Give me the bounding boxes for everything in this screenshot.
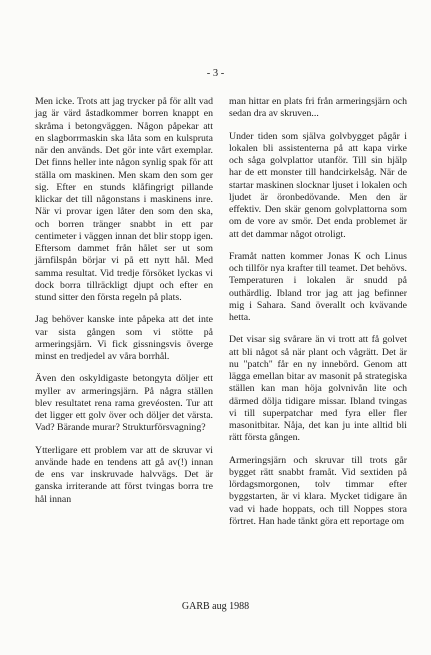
paragraph: Det visar sig svårare än vi trott att få golvet att bli något så när plant och vågrätt. Det är nu "patch" får en ny innebörd. Genom att lägga emellan bitar av masonit på strategiska ställen kan man höja golvnivån lite och därmed dölja tidigare missar. Ibland tvingas vi till superpatchar med fyra eller fler masonitbitar. Nåja, det kan ju inte alltid bli rätt första gången. — [229, 334, 407, 444]
paragraph: Men icke. Trots att jag trycker på för allt vad jag är värd åstadkommer borren knappt en skråma i betongväggen. Någon påpekar att en slagborrmaskin ska låta som en kulspruta när den används. Det gör inte vårt exemplar. Det finns heller inte någon synlig spak för att ställa om maskinen. Men skam den som ger sig. Efter en stunds klåfingrigt pillande klickar det till någonstans i maskinens inre. När vi provar igen låter den som den ska, och borren tränger snabbt in ett par centimeter i väggen innan det blir stopp igen. Eftersom dammet från hålet ser ut som järnfilspån börjar vi på ett nytt hål. Med samma resultat. Vid tredje försöket lyckas vi dock borra tillräckligt djupt och efter en stund sitter den första regeln på plats. — [35, 96, 213, 303]
page-footer: GARB aug 1988 — [181, 601, 250, 612]
paragraph: Armeringsjärn och skruvar till trots går bygget rätt snabbt framåt. Vid sextiden på lördagsmorgonen, tolv timmar efter byggstarten, är vi klara. Mycket tidigare än vad vi hade hoppats, och till Noppes stora förtret. Han hade tänkt göra ett reportage om — [229, 454, 407, 527]
paragraph: Jag behöver kanske inte påpeka att det inte var sista gången som vi stötte på armeringsjärn. Vi fick gissningsvis överge minst en tredjedel av våra borrhål. — [35, 314, 213, 362]
paragraph: Under tiden som själva golvbygget pågår i lokalen bli assistenterna på att kapa virke och såga golvplattor utanför. Till sin hjälp har de ett monster till handcirkelsåg. När de startar maskinen slocknar ljuset i lokalen och ljudet är öronbedövande. Men den är effektiv. Den skär genom golvplattorna som om de vore av smör. Det enda problemet är att det dammar något otroligt. — [229, 130, 407, 240]
right-column — [229, 96, 407, 538]
paragraph: Framåt natten kommer Jonas K och Linus och tillför nya krafter till teamet. Det behövs. Temperaturen i lokalen är snudd på outhärdlig. Ibland tror jag att jag befinner mig i Sahara. Sand överallt och kvävande hetta. — [229, 250, 407, 323]
paragraph: Ytterligare ett problem var att de skruvar vi använde hade en tendens att gå av(!) innan de ens var inskruvade halvvägs. Det är ganska irriterande att först tvingas borra tre hål innan — [35, 444, 213, 505]
left-column — [35, 96, 213, 516]
page-number: - 3 - — [206, 68, 225, 79]
paragraph: Även den oskyldigaste betongyta döljer ett myller av armeringsjärn. På några ställen blev resultatet rena rama grevéosten. Tur att det ligger ett golv över och döljer det värsta. Vad? Bärande murar? Strukturförsvagning? — [35, 373, 213, 434]
paragraph: man hittar en plats fri från armeringsjärn och sedan dra av skruven... — [229, 96, 407, 120]
